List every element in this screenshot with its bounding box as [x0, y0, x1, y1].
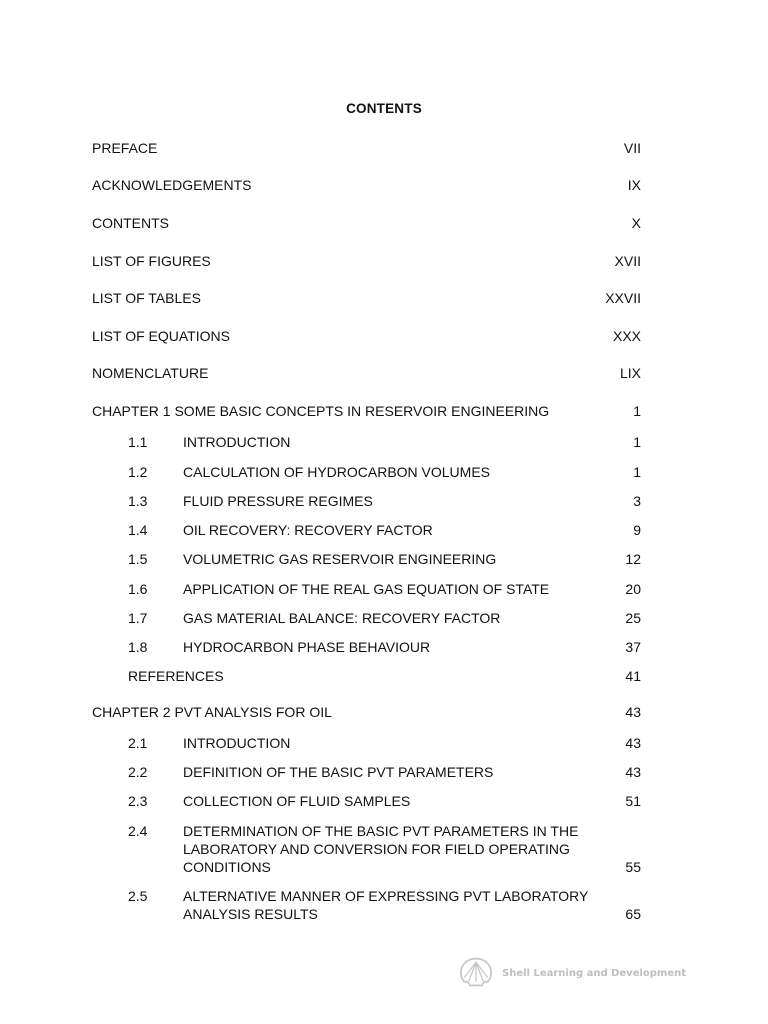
section-number: 2.3	[128, 793, 148, 809]
footer-brand	[458, 955, 688, 991]
section-page: 37	[625, 639, 641, 655]
chapter-label: CHAPTER 2 PVT ANALYSIS FOR OIL	[92, 704, 332, 720]
entry-page: VII	[623, 140, 641, 156]
toc-section-2-5	[92, 887, 641, 923]
entry-label: LIST OF EQUATIONS	[92, 328, 230, 344]
section-number: 2.5	[128, 888, 148, 904]
section-number: 1.8	[128, 639, 148, 655]
section-number: 1.3	[128, 493, 148, 509]
section-label: DEFINITION OF THE BASIC PVT PARAMETERS	[183, 764, 494, 780]
section-page: 12	[625, 551, 641, 567]
toc-chapter-1	[92, 402, 641, 420]
section-page: 51	[625, 793, 641, 809]
section-page: 20	[625, 581, 641, 597]
entry-label: LIST OF FIGURES	[92, 253, 211, 269]
section-page: 65	[625, 906, 641, 922]
section-label: CALCULATION OF HYDROCARBON VOLUMES	[183, 464, 491, 480]
entry-page: IX	[627, 177, 641, 193]
section-page: 1	[633, 434, 641, 450]
toc-entry-list-of-figures	[92, 252, 641, 270]
toc-section-2-3	[92, 792, 641, 810]
toc-entry-list-of-equations	[92, 327, 641, 345]
section-page: 1	[633, 464, 641, 480]
section-label: APPLICATION OF THE REAL GAS EQUATION OF STATE	[183, 581, 550, 597]
entry-page: XVII	[614, 253, 641, 269]
toc-entry-contents	[92, 214, 641, 232]
section-number: 2.2	[128, 764, 148, 780]
entry-label: CONTENTS	[92, 215, 169, 231]
entry-page: LIX	[619, 365, 641, 381]
section-label: INTRODUCTION	[183, 434, 291, 450]
toc-section-1-6	[92, 580, 641, 598]
entry-label: PREFACE	[92, 140, 158, 156]
section-label: GAS MATERIAL BALANCE: RECOVERY FACTOR	[183, 610, 501, 626]
section-number: 1.4	[128, 522, 148, 538]
section-label: OIL RECOVERY: RECOVERY FACTOR	[183, 522, 433, 538]
section-page: 43	[625, 764, 641, 780]
section-number: 2.4	[128, 823, 148, 839]
section-number: 1.6	[128, 581, 148, 597]
chapter-label: CHAPTER 1 SOME BASIC CONCEPTS IN RESERVOIR ENGINEERING	[92, 403, 550, 419]
section-number: 1.7	[128, 610, 148, 626]
section-number: 1.5	[128, 551, 148, 567]
section-label: INTRODUCTION	[183, 735, 291, 751]
toc-section-2-4	[92, 822, 641, 876]
toc-entry-preface	[92, 139, 641, 157]
toc-section-1-5	[92, 550, 641, 568]
entry-label: ACKNOWLEDGEMENTS	[92, 177, 252, 193]
toc-section-1-8	[92, 638, 641, 656]
section-number: 2.1	[128, 735, 148, 751]
toc-section-2-2	[92, 763, 641, 781]
section-number: 1.2	[128, 464, 148, 480]
brand-text: Shell Learning and Development	[502, 967, 687, 979]
toc-references-ch1	[92, 667, 641, 685]
chapter-page: 43	[625, 704, 641, 720]
section-label: HYDROCARBON PHASE BEHAVIOUR	[183, 639, 431, 655]
section-page: 55	[625, 859, 641, 875]
toc-section-1-4	[92, 521, 641, 539]
section-page: 25	[625, 610, 641, 626]
section-label: FLUID PRESSURE REGIMES	[183, 493, 373, 509]
references-page: 41	[625, 668, 641, 684]
section-label: ALTERNATIVE MANNER OF EXPRESSING PVT LABORATORY ANALYSIS RESULTS	[183, 888, 589, 922]
section-label: DETERMINATION OF THE BASIC PVT PARAMETERS IN THE LABORATORY AND CONVERSION FOR FIELD OPERATING CONDITIONS	[183, 823, 579, 875]
entry-label: LIST OF TABLES	[92, 290, 201, 306]
section-label: COLLECTION OF FLUID SAMPLES	[183, 793, 411, 809]
entry-label: NOMENCLATURE	[92, 365, 209, 381]
toc-entry-nomenclature	[92, 364, 641, 382]
section-page: 9	[633, 522, 641, 538]
section-page: 3	[633, 493, 641, 509]
toc-section-1-2	[92, 463, 641, 481]
references-label: REFERENCES	[128, 668, 224, 684]
entry-page: XXX	[612, 328, 641, 344]
chapter-page: 1	[633, 403, 641, 419]
page-title: CONTENTS	[346, 101, 422, 116]
entry-page: X	[631, 215, 641, 231]
toc-section-1-1	[92, 433, 641, 451]
toc-section-1-3	[92, 492, 641, 510]
toc-entry-acknowledgements	[92, 176, 641, 194]
shell-logo-icon	[458, 956, 494, 991]
toc-chapter-2	[92, 703, 641, 721]
section-label: VOLUMETRIC GAS RESERVOIR ENGINEERING	[183, 551, 497, 567]
section-page: 43	[625, 735, 641, 751]
toc-section-2-1	[92, 734, 641, 752]
entry-page: XXVII	[605, 290, 641, 306]
toc-entry-list-of-tables	[92, 289, 641, 307]
section-number: 1.1	[128, 434, 148, 450]
toc-section-1-7	[92, 609, 641, 627]
